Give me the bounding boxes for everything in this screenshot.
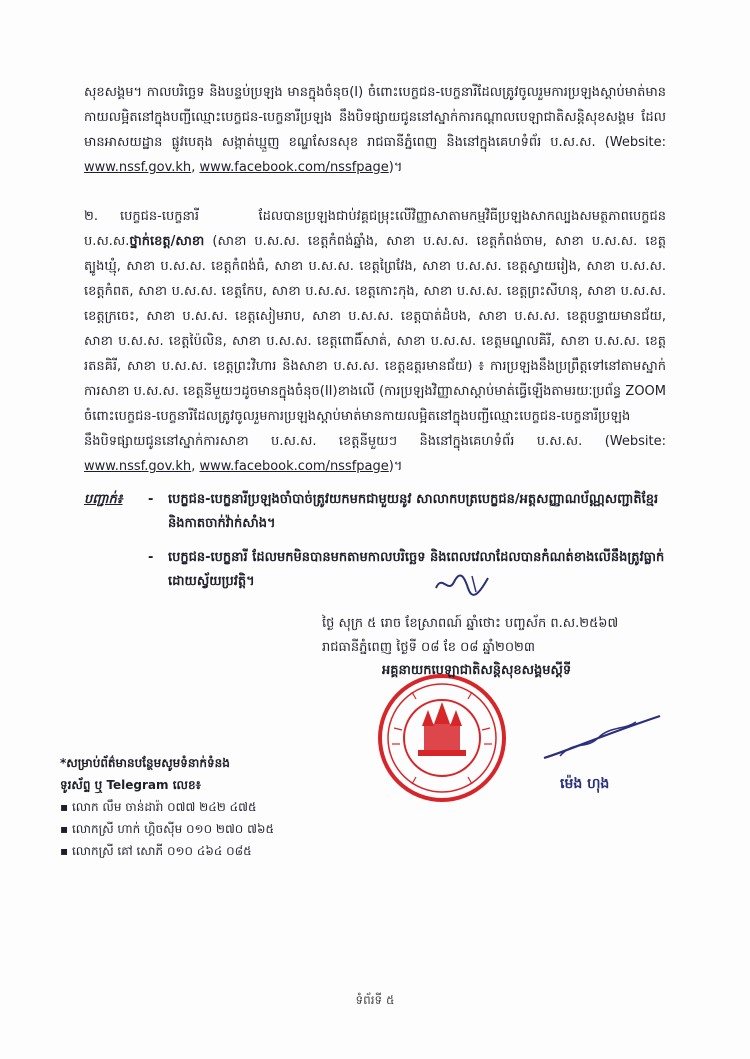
- paragraph-2-website-link[interactable]: www.nssf.gov.kh: [84, 459, 192, 474]
- paragraph-1: [84, 80, 666, 180]
- paragraph-2-facebook-link[interactable]: www.facebook.com/nssfpage: [199, 459, 389, 474]
- page-number: ទំព័រទី ៥: [355, 993, 395, 1007]
- paragraph-1-text: សុខសង្គម។ កាលបរិច្ឆេទ និងបន្ទប់ប្រឡង មានក្នុងចំនុច(I) ចំពោះបេក្ខជន-បេក្ខនារីដែលត្រូវចូលរួមការប្រឡងស្តាប់មាត់មានកាយលម្អិតនៅក្នុងបញ្ជីឈ្មោះបេក្ខជន-បេក្ខនារីប្រឡង នឹងបិទផ្សាយជូននៅស្នាក់ការកណ្តាលបេឡាជាតិសន្តិសុខសង្គម ដែលមានអាសយដ្ឋាន ផ្លូវបេតុង សង្កាត់ឃ្មួញ ខណ្ឌសែនសុខ រាជធានីភ្នំពេញ និងនៅក្នុងគេហទំព័រ ប.ស.ស. (Website:: [84, 85, 666, 150]
- signer-name: ម៉េង ហុង: [560, 776, 610, 792]
- contact-text: លោកស្រី គៅ សោភី ០១០ ៤៦៤ ០៨៥: [71, 844, 252, 858]
- contact-heading: *សម្រាប់ព័ត៌មានបន្ថែមសូមទំនាក់ទំនង: [60, 756, 230, 770]
- solar-date: រាជធានីភ្នំពេញ ថ្ងៃទី ០៨ ខែ ០៨ ឆ្នាំ២០២៣: [322, 640, 535, 655]
- lunar-date: ថ្ងៃ សុក្រ ៥ រោច ខែស្រាពណ៍ ឆ្នាំថោះ បញ្ចស័ក ព.ស.២៥៦៧: [322, 616, 619, 631]
- paragraph-2-text-a: បេក្ខជន-បេក្ខនារី ដែលបានប្រឡងជាប់វគ្គជម្រុះលើវិញ្ញាសាតាមកម្មវិធីប្រឡងសាកល្បងសមត្ថភាពបេក្ខជន ប.ស.ស.: [84, 209, 666, 249]
- paragraph-1-website-link[interactable]: www.nssf.gov.kh: [84, 160, 192, 175]
- note-text: បេក្ខជន-បេក្ខនារី ដែលមកមិនបានមកតាមកាលបរិច្ឆេទ និងពេលវេលាដែលបានកំណត់ខាងលើនឹងត្រូវធ្លាក់ដោយស្វ័យប្រវត្តិ។: [168, 550, 665, 589]
- note-item: [144, 546, 674, 594]
- notes-list: [144, 488, 674, 604]
- notes-label: បញ្ជាក់៖: [84, 492, 123, 507]
- contact-text: លោកស្រី ហាក់ ហ្គិចសុីម ០១០ ២៧០ ៧៦៥: [71, 822, 274, 836]
- paragraph-2-end: )។: [388, 459, 403, 474]
- contact-item: ▪ លោកស្រី ហាក់ ហ្គិចសុីម ០១០ ២៧០ ៧៦៥: [60, 822, 274, 836]
- initials-signature: [432, 570, 492, 598]
- paragraph-2-number: ២.: [84, 209, 98, 224]
- contact-item: ▪ លោក លឹម ចាន់ដារ៉ា ០៧៧ ២៤២ ៤៧៥: [60, 800, 257, 814]
- paragraph-1-facebook-link[interactable]: www.facebook.com/nssfpage: [199, 160, 389, 175]
- paragraph-2: [84, 204, 666, 479]
- signature: [540, 710, 670, 770]
- dash-bullet-icon: -: [148, 492, 154, 507]
- contact-block: [60, 752, 380, 862]
- contact-text: លោក លឹម ចាន់ដារ៉ា ០៧៧ ២៤២ ៤៧៥: [71, 800, 257, 814]
- office-title: អគ្គនាយកបេឡាជាតិសន្តិសុខសង្គមស្តីទី: [382, 663, 572, 678]
- paragraph-2-bold-a: ថ្នាក់ខេត្ត/សាខា: [129, 234, 205, 249]
- note-item: [144, 488, 674, 536]
- contact-subheading: ទូរស័ព្ទ ឬ Telegram លេខ៖: [60, 778, 201, 792]
- dash-bullet-icon: -: [148, 550, 154, 565]
- official-seal: [372, 668, 512, 808]
- date-block: [322, 612, 682, 660]
- contact-item: ▪ លោកស្រី គៅ សោភី ០១០ ៤៦៤ ០៨៥: [60, 844, 252, 858]
- note-text: បេក្ខជន-បេក្ខនារីប្រឡងចាំបាច់ត្រូវយកមកជាមួយនូវ សាលាកបត្របេក្ខជន/អត្តសញ្ញាណប័ណ្ណសញ្ជាតិខ្មែរ និងកាតចាក់វ៉ាក់សាំង។: [168, 492, 659, 531]
- paragraph-1-separator: ,: [191, 160, 200, 175]
- paragraph-2-separator: ,: [191, 459, 200, 474]
- paragraph-2-text-b: (សាខា ប.ស.ស. ខេត្តកំពង់ឆ្នាំង, សាខា ប.ស.ស. ខេត្តកំពង់ចាម, សាខា ប.ស.ស. ខេត្តត្បូងឃ្មុំ, សាខា ប.ស.ស. ខេត្តកំពង់ធំ, សាខា ប.ស.ស. ខេត្តព្រៃវែង, សាខា ប.ស.ស. ខេត្តស្វាយរៀង, សាខា ប.ស.ស. ខេត្តកំពត, សាខា ប.ស.ស. ខេត្តកែប, សាខា ប.ស.ស. ខេត្តកោះកុង, សាខា ប.ស.ស. ខេត្តព្រះសីហនុ, សាខា ប.ស.ស. ខេត្តក្រចេះ, សាខា ប.ស.ស. ខេត្តសៀមរាប, សាខា ប.ស.ស. ខេត្តបាត់ដំបង, សាខា ប.ស.ស. ខេត្តបន្ទាយមានជ័យ, សាខា ប.ស.ស. ខេត្តប៉ៃលិន, សាខា ប.ស.ស. ខេត្តពោធិ៍សាត់, សាខា ប.ស.ស. ខេត្តមណ្ឌលគិរី, សាខា ប.ស.ស. ខេត្តរតនគិរី, សាខា ប.ស.ស. ខេត្តព្រះវិហារ និងសាខា ប.ស.ស. ខេត្តឧត្តរមានជ័យ) ៖ ការប្រឡងនឹងប្រព្រឹត្តទៅនៅតាមស្នាក់ការសាខា ប.ស.ស. ខេត្តនីមួយៗដូចមានក្នុងចំនុច(II)ខាងលើ (ការប្រឡងវិញ្ញាសាស្តាប់មាត់ធ្វើឡើងតាមរយៈប្រព័ន្ធ ZOOM ចំពោះបេក្ខជន-បេក្ខនារីដែលត្រូវចូលរួមការប្រឡងស្តាប់មាត់មានកាយលម្អិតនៅក្នុងបញ្ជីឈ្មោះបេក្ខជន-បេក្ខនារីប្រឡង នឹងបិទផ្សាយជូននៅស្នាក់ការសាខា ប.ស.ស. ខេត្តនីមួយៗ និងនៅក្នុងគេហទំព័រ ប.ស.ស. (Website:: [84, 234, 666, 449]
- paragraph-1-end: )។: [388, 160, 403, 175]
